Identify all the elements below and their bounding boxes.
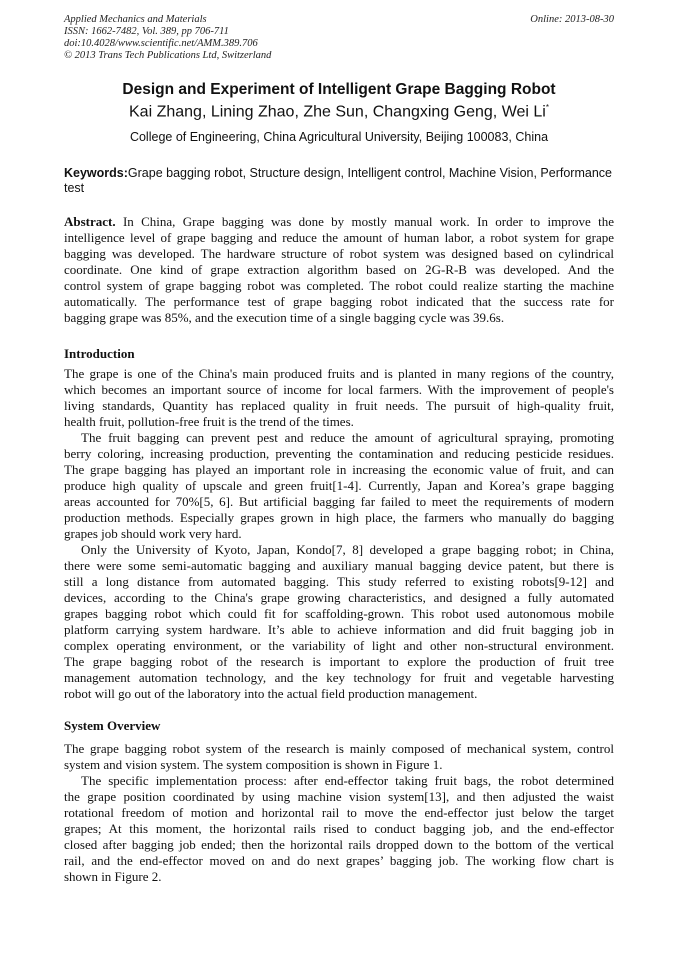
text-line-content: intelligence level of grape bagging and reduce the amount of human labor, a robot system for grape xyxy=(64,230,614,245)
text-line-content: The grape bagging has played an important role in increasing the economic value of fruit, and can xyxy=(64,462,614,477)
text-line-content: grapes; At this moment, the horizontal rails rised to conduct bagging job, and the end-effector xyxy=(64,821,614,836)
text-line-content: the grape position coordinated by using machine vision system[13], and then adjusted the waist xyxy=(64,789,614,804)
text-line xyxy=(64,214,614,230)
text-line xyxy=(64,837,614,853)
text-line-content: Only the University of Kyoto, Japan, Kondo[7, 8] developed a grape bagging robot; in China, xyxy=(81,542,614,557)
copyright: © 2013 Trans Tech Publications Ltd, Switzerland xyxy=(64,50,272,61)
text-line xyxy=(64,526,614,542)
text-line xyxy=(64,622,614,638)
text-line-content: The specific implementation process: after end-effector taking fruit bags, the robot determined xyxy=(81,773,614,788)
text-line xyxy=(64,686,614,702)
text-line xyxy=(64,510,614,526)
text-line xyxy=(64,869,614,885)
text-line-content: health fruit, pollution-free fruit is the trend of the times. xyxy=(64,414,354,429)
text-line-content: complex operating environment, or the variability of light and other non-structural environment. xyxy=(64,638,614,653)
text-line xyxy=(64,773,614,789)
text-line xyxy=(64,494,614,510)
text-line xyxy=(64,654,614,670)
text-line xyxy=(64,590,614,606)
text-line xyxy=(64,741,614,757)
text-line-content: shown in Figure 2. xyxy=(64,869,162,884)
text-line xyxy=(64,558,614,574)
section-heading-introduction: Introduction xyxy=(64,346,135,361)
text-line xyxy=(64,446,614,462)
text-line xyxy=(64,366,614,382)
text-line-content: berry coloring, increasing production, preventing the contamination and reducing pesticide residues. xyxy=(64,446,614,461)
text-line-content: The grape is one of the China's main produced fruits and is planted in many regions of the country, xyxy=(64,366,614,381)
text-line-content: bagging grape was 85%, and the execution time of a single bagging cycle was 39.6s. xyxy=(64,310,505,325)
text-line-content: still a long distance from automated bagging. This study referred to existing robots[9-12] and xyxy=(64,574,614,589)
text-line-content: produce high quality of upscale and green fruit[1-4]. Currently, Japan and Korea’s grape bagging xyxy=(64,478,614,493)
text-line xyxy=(64,757,614,773)
text-line xyxy=(64,414,614,430)
text-line-content: rotational freedom of motion and horizontal rail to move the end-effector just below the target xyxy=(64,805,614,820)
text-line xyxy=(64,278,614,294)
text-line xyxy=(64,230,614,246)
authors xyxy=(0,103,678,121)
doi: doi:10.4028/www.scientific.net/AMM.389.706 xyxy=(64,38,258,49)
text-line xyxy=(64,246,614,262)
abstract xyxy=(64,214,614,326)
text-line xyxy=(64,638,614,654)
text-line xyxy=(64,382,614,398)
text-line-content: grapes bagging robot which could fit for scaffolding-grown. This robot used autonomous mobile xyxy=(64,606,614,621)
text-line-content: system and vision system. The system composition is shown in Figure 1. xyxy=(64,757,443,772)
section-heading-system-overview: System Overview xyxy=(64,718,161,733)
text-line-content: bagging was developed. The hardware structure of robot system was designed based on cylindrical xyxy=(64,246,614,261)
text-line xyxy=(64,606,614,622)
text-line-content: closed after bagging job ended; then the horizontal rails dropped down to the bottom of the vertical xyxy=(64,837,614,852)
introduction-body xyxy=(64,366,614,702)
text-line xyxy=(64,821,614,837)
keywords-label: Keywords: xyxy=(64,166,128,180)
system-overview-body xyxy=(64,741,614,885)
corresponding-mark: * xyxy=(545,103,549,112)
text-line xyxy=(64,542,614,558)
text-line xyxy=(64,670,614,686)
abstract-label: Abstract. xyxy=(64,214,116,229)
keywords-text: Grape bagging robot, Structure design, Intelligent control, Machine Vision, Performance test xyxy=(64,166,612,195)
text-line-content: In China, Grape bagging was done by mostly manual work. In order to improve the xyxy=(122,214,614,229)
journal-name: Applied Mechanics and Materials xyxy=(64,14,207,25)
keywords xyxy=(64,166,614,196)
text-line-content: grapes job should work very hard. xyxy=(64,526,242,541)
text-line xyxy=(64,262,614,278)
text-line-content: automatically. The performance test of grape bagging robot indicated that the success rate for xyxy=(64,294,614,309)
text-line-content: production methods. Especially grapes grown in high place, the farmers who manually do bagging xyxy=(64,510,614,525)
text-line-content: The grape bagging robot of the research is important to explore the production of fruit tree xyxy=(64,654,614,669)
text-line-content: coordinate. One kind of grape extraction algorithm based on 2G-R-B was developed. And the xyxy=(64,262,614,277)
text-line-content: there were some semi-automatic bagging and auxiliary manual bagging device patent, but there is xyxy=(64,558,614,573)
text-line xyxy=(64,430,614,446)
text-line xyxy=(64,294,614,310)
journal-info xyxy=(64,14,271,62)
text-line-content: management automation technology, and the key technology for fruit and vegetable harvesting xyxy=(64,670,614,685)
text-line xyxy=(64,574,614,590)
text-line-content: The grape bagging robot system of the research is mainly composed of mechanical system, control xyxy=(64,741,614,756)
text-line-content: robot will go out of the laboratory into the actual field production management. xyxy=(64,686,478,701)
text-line xyxy=(64,805,614,821)
text-line xyxy=(64,853,614,869)
text-line-content: The fruit bagging can prevent pest and reduce the amount of agricultural spraying, promoting xyxy=(81,430,614,445)
text-line-content: platform carrying system hardware. It’s able to achieve information and did fruit bagging job in xyxy=(64,622,614,637)
text-line xyxy=(64,789,614,805)
text-line xyxy=(64,398,614,414)
text-line xyxy=(64,462,614,478)
text-line-content: living standards, Quantity has replaced quality in fruit needs. The pursuit of high-quality fruit, xyxy=(64,398,614,413)
issn: ISSN: 1662-7482, Vol. 389, pp 706-711 xyxy=(64,26,229,37)
text-line-content: control system of grape bagging robot was completed. The robot could realize starting the machine xyxy=(64,278,614,293)
online-date: Online: 2013-08-30 xyxy=(530,14,614,25)
author-list: Kai Zhang, Lining Zhao, Zhe Sun, Changxing Geng, Wei Li xyxy=(129,103,546,121)
text-line-content: areas accounted for 70%[5, 6]. But artificial bagging far failed to meet the requirements of modern xyxy=(64,494,614,509)
text-line-content: which becomes an important source of income for local farmers. With the improvement of people's xyxy=(64,382,614,397)
affiliation: College of Engineering, China Agricultural University, Beijing 100083, China xyxy=(129,130,549,144)
text-line-content: devices, according to the China's grape growing characteristics, and designed a fully automated xyxy=(64,590,614,605)
text-line xyxy=(64,478,614,494)
text-line-content: rail, and the end-effector moved on and do next grapes’ bagging job. The working flow chart is xyxy=(64,853,614,868)
text-line xyxy=(64,310,614,326)
paper-title: Design and Experiment of Intelligent Grape Bagging Robot xyxy=(122,81,556,98)
